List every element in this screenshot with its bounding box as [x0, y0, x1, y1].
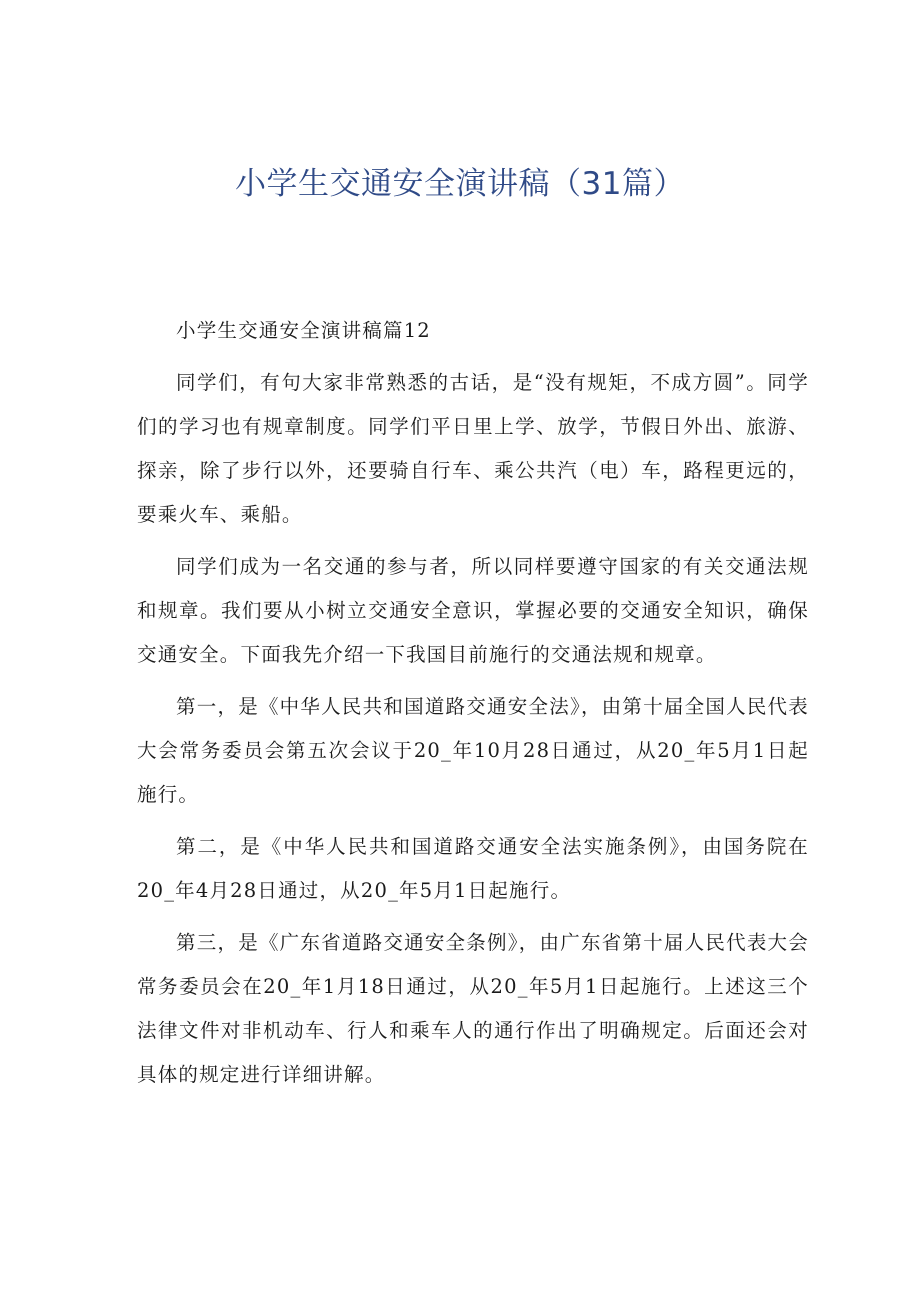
section-heading: 小学生交通安全演讲稿篇12 — [176, 319, 431, 342]
document-title: 小学生交通安全演讲稿（31篇） — [235, 166, 685, 202]
paragraph-4: 第二，是《中华人民共和国道路交通安全法实施条例》，由国务院在20_年4月28日通过，从20_年5月1日起施行。 — [137, 835, 809, 902]
document-body — [137, 309, 809, 1105]
paragraph-5: 第三，是《广东省道路交通安全条例》，由广东省第十届人民代表大会常务委员会在20_年1月18日通过，从20_年5月1日起施行。上述这三个法律文件对非机动车、行人和乘车人的通行作出了明确规定。后面还会对具体的规定进行详细讲解。 — [137, 931, 809, 1086]
paragraph-2: 同学们成为一名交通的参与者，所以同样要遵守国家的有关交通法规和规章。我们要从小树立交通安全意识，掌握必要的交通安全知识，确保交通安全。下面我先介绍一下我国目前施行的交通法规和规章。 — [137, 555, 809, 666]
paragraph-3: 第一，是《中华人民共和国道路交通安全法》，由第十届全国人民代表大会常务委员会第五次会议于20_年10月28日通过，从20_年5月1日起施行。 — [137, 695, 809, 806]
paragraph-1: 同学们，有句大家非常熟悉的古话，是“没有规矩，不成方圆”。同学们的学习也有规章制度。同学们平日里上学、放学，节假日外出、旅游、探亲，除了步行以外，还要骑自行车、乘公共汽（电）车，路程更远的，要乘火车、乘船。 — [137, 371, 809, 526]
